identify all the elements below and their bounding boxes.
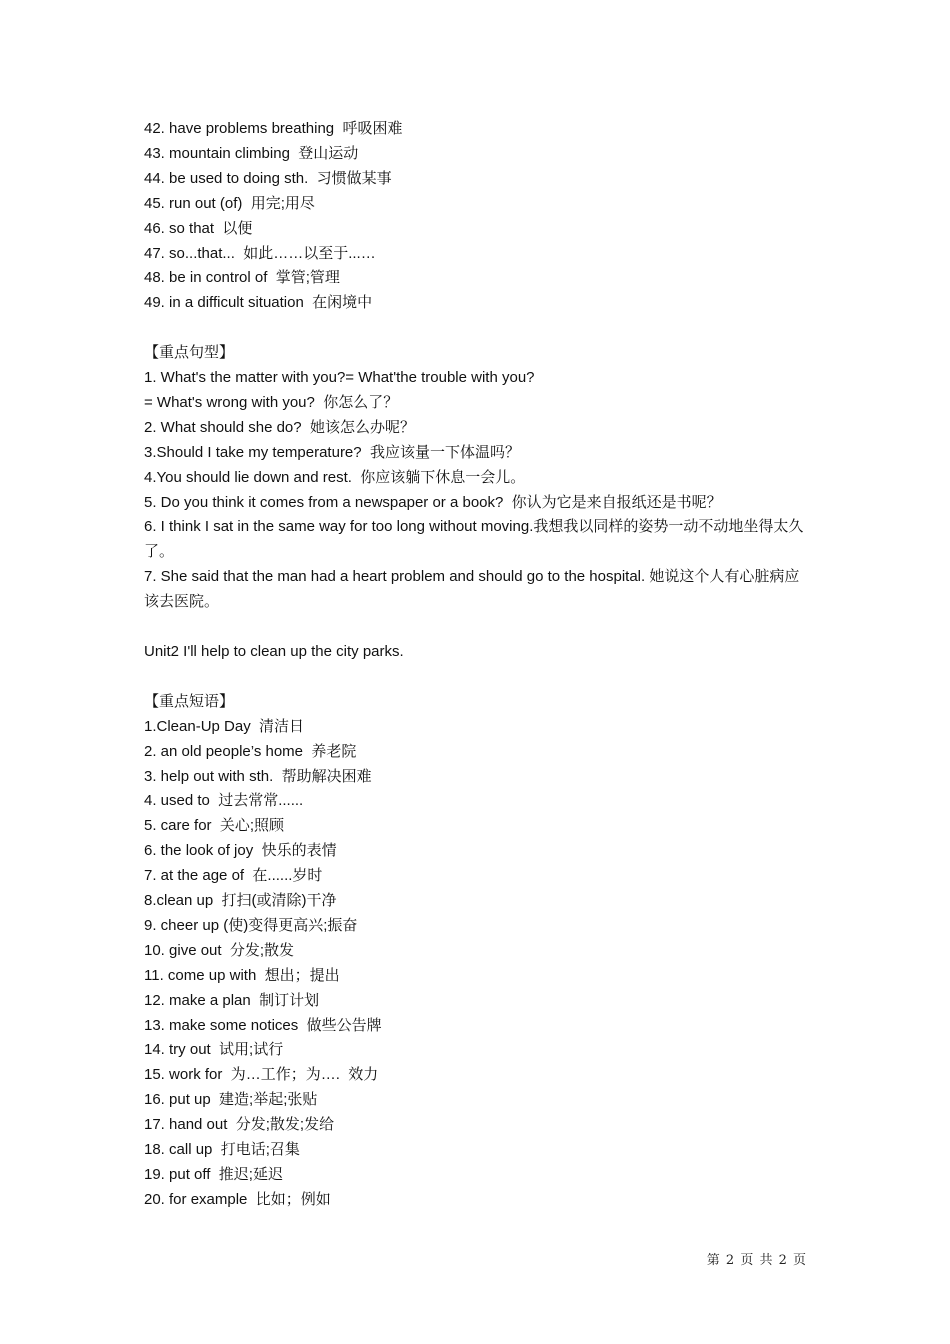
phrase-item: 11. come up with 想出；提出 <box>144 966 340 984</box>
phrase-item: 7. at the age of 在......岁时 <box>144 867 323 885</box>
list-item: 44. be used to doing sth. 习惯做某事 <box>144 169 392 187</box>
sentence-item: = What's wrong with you? 你怎么了？ <box>144 393 399 411</box>
spacer <box>144 615 812 640</box>
phrase-item: 3. help out with sth. 帮助解决困难 <box>144 767 372 785</box>
phrase-item: 6. the look of joy 快乐的表情 <box>144 842 337 860</box>
phrase-item: 1.Clean-Up Day 清洁日 <box>144 717 305 735</box>
spacer <box>144 665 812 690</box>
sentence-item: 7. She said that the man had a heart problem and should go to the hospital. 她说这个人有心脏病应该去医院。 <box>144 568 800 611</box>
phrase-item: 2. an old people’s home 养老院 <box>144 742 357 760</box>
sentence-item: 6. I think I sat in the same way for too long without moving.我想我以同样的姿势一动不动地坐得太久了。 <box>144 518 804 561</box>
phrase-item: 19. put off 推迟;延迟 <box>144 1166 283 1184</box>
phrase-item: 4. used to 过去常常...... <box>144 792 304 810</box>
list-item: 49. in a difficult situation 在闲境中 <box>144 294 373 312</box>
list-item: 42. have problems breathing 呼吸困难 <box>144 120 403 137</box>
phrase-list <box>144 715 812 1213</box>
section-heading-phrases: 【重点短语】 <box>144 692 235 710</box>
sentence-item: 3.Should I take my temperature? 我应该量一下体温吗？ <box>144 443 520 461</box>
list-item: 47. so...that... 如此……以至于...… <box>144 244 376 262</box>
sentence-item: 2. What should she do? 她该怎么办呢？ <box>144 418 415 436</box>
phrase-item: 12. make a plan 制订计划 <box>144 991 320 1009</box>
sentence-item: 5. Do you think it comes from a newspaper or a book? 你认为它是来自报纸还是书呢？ <box>144 493 722 511</box>
phrase-item: 13. make some notices 做些公告牌 <box>144 1016 382 1034</box>
sentence-item: 1. What's the matter with you?= What'the trouble with you? <box>144 369 535 387</box>
section-heading-sentences: 【重点句型】 <box>144 344 235 362</box>
list-item: 45. run out (of) 用完;用尽 <box>144 194 315 212</box>
phrase-item: 10. give out 分发;散发 <box>144 941 295 959</box>
phrase-item: 18. call up 打电话;召集 <box>144 1141 300 1159</box>
spacer <box>144 316 812 341</box>
phrase-item: 8.clean up 打扫(或清除)干净 <box>144 892 337 910</box>
phrase-item: 20. for example 比如；例如 <box>144 1190 331 1208</box>
phrase-item: 5. care for 关心;照顾 <box>144 817 285 835</box>
document-body <box>144 117 812 1213</box>
list-item: 46. so that 以便 <box>144 219 253 237</box>
list-item: 48. be in control of 掌管;管理 <box>144 269 340 287</box>
sentence-item: 4.You should lie down and rest. 你应该躺下休息一会儿。 <box>144 468 526 486</box>
phrase-item: 16. put up 建造;举起;张贴 <box>144 1091 318 1109</box>
phrase-item: 9. cheer up (使)变得更高兴;振奋 <box>144 916 358 934</box>
phrase-list-continued <box>144 117 812 316</box>
phrase-item: 14. try out 试用;试行 <box>144 1041 284 1059</box>
phrase-item: 15. work for 为…工作；为…. 效力 <box>144 1066 379 1084</box>
phrase-item: 17. hand out 分发;散发;发给 <box>144 1116 335 1134</box>
unit-title: Unit2 I'll help to clean up the city parks. <box>144 643 404 660</box>
page-number-footer: 第 2 页 共 2 页 <box>706 1253 807 1268</box>
list-item: 43. mountain climbing 登山运动 <box>144 144 359 162</box>
sentence-list <box>144 366 812 615</box>
